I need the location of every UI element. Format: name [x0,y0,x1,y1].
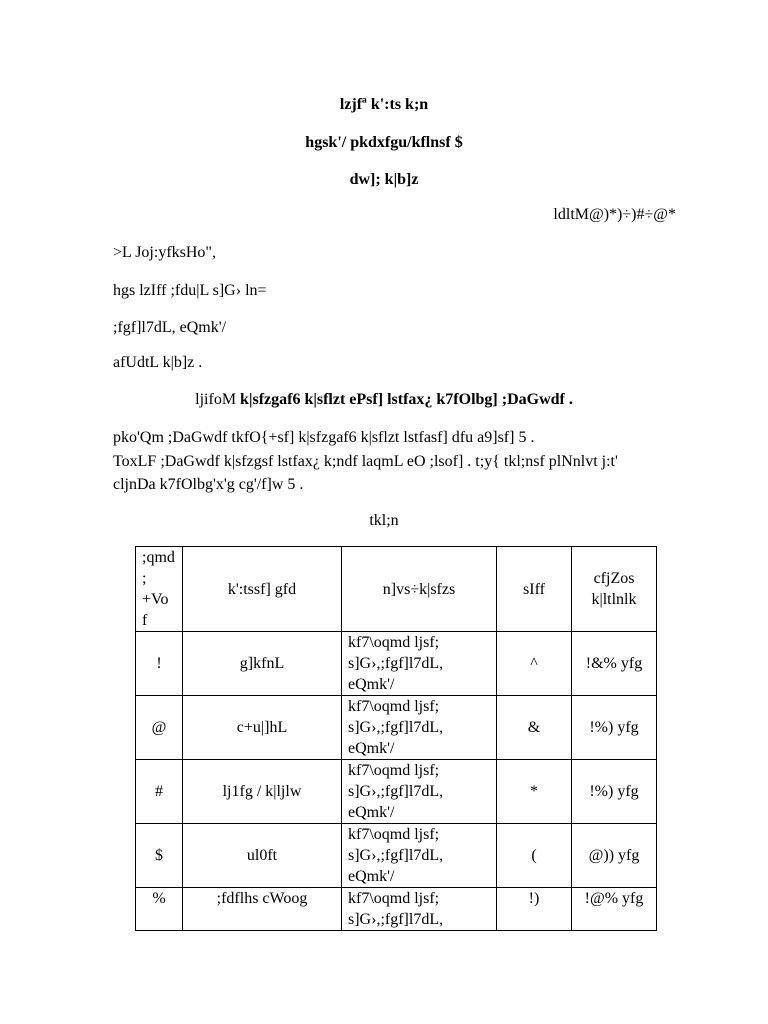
row-copies: !%) yfg [572,696,657,760]
row-copies: !&% yfg [572,632,657,696]
addressee-line-2: hgs lzIff ;fdu|L s]G› ln= [113,282,267,299]
row-copies: !%) yfg [572,760,657,824]
body-line-2: ToxLF ;DaGwdf k|sfzgsf lstfax¿ k;ndf laqmL eO ;lsof] . t;y{ tkl;nsf plNnlvt j:t' [113,453,618,470]
row-author-publisher: kf7\oqmd ljsf; s]G›,;fgf]l7dL, eQmk'/ [342,760,497,824]
table-row [136,824,657,888]
row-sn: # [136,760,183,824]
table-header-row [136,547,657,632]
row-sn: @ [136,696,183,760]
addressee-line-4: afUdtL k|b]z . [113,354,203,371]
table-row [136,760,657,824]
subject-line [0,390,768,410]
row-class: !) [497,888,572,931]
row-class: * [497,760,572,824]
row-class: ( [497,824,572,888]
header-sn: ;qmd ; +Vo f [136,547,183,632]
row-class: ^ [497,632,572,696]
body-line-3: cljnDa k7fOlbg'x'g cg'/f]w 5 . [113,476,304,493]
row-author-publisher: kf7\oqmd ljsf; s]G›,;fgf]l7dL, eQmk'/ [342,632,497,696]
row-sn: $ [136,824,183,888]
body-line-1: pko'Qm ;DaGwdf tkfO{+sf] k|sfzgaf6 k|sflzt lstfasf] dfu a9]sf] 5 . [113,429,535,446]
header-book-name: k':tssf] gfd [183,547,342,632]
addressee-line-3: ;fgf]l7dL, eQmk'/ [113,319,227,336]
row-author-publisher: kf7\oqmd ljsf; s]G›,;fgf]l7dL, eQmk'/ [342,696,497,760]
org-name: lzjfª k':ts k;n [339,96,429,113]
row-copies: !@% yfg [572,888,657,931]
addressee-line-1: >L Joj:yfksHo", [113,244,216,261]
table-row [136,632,657,696]
row-sn: ! [136,632,183,696]
row-copies: @)) yfg [572,824,657,888]
letter-date: ldltM@)*)÷)#÷@* [553,206,676,223]
row-book-name: ;fdflhs cWoog [183,888,342,931]
row-book-name: ul0ft [183,824,342,888]
org-province: dw]; k|b]z [349,171,419,188]
table-row [136,888,657,931]
row-sn: % [136,888,183,931]
header-author-publisher: n]vs÷k|sfzs [342,547,497,632]
org-address: hgsk'/ pkdxfgu/kflnsf $ [305,134,463,151]
order-table [135,546,657,931]
subject-prefix: ljifoM [195,391,241,408]
row-book-name: lj1fg / k|ljlw [183,760,342,824]
table-title: tkl;n [369,512,399,529]
row-class: & [497,696,572,760]
row-book-name: c+u|]hL [183,696,342,760]
row-book-name: g]kfnL [183,632,342,696]
table-row [136,696,657,760]
row-author-publisher: kf7\oqmd ljsf; s]G›,;fgf]l7dL, eQmk'/ [342,824,497,888]
header-class: sIff [497,547,572,632]
subject-text: k|sfzgaf6 k|sflzt ePsf] lstfax¿ k7fOlbg] ;DaGwdf . [240,391,573,408]
header-required-copies: cfjZos k|ltlnlk [572,547,657,632]
row-author-publisher: kf7\oqmd ljsf; s]G›,;fgf]l7dL, [342,888,497,931]
